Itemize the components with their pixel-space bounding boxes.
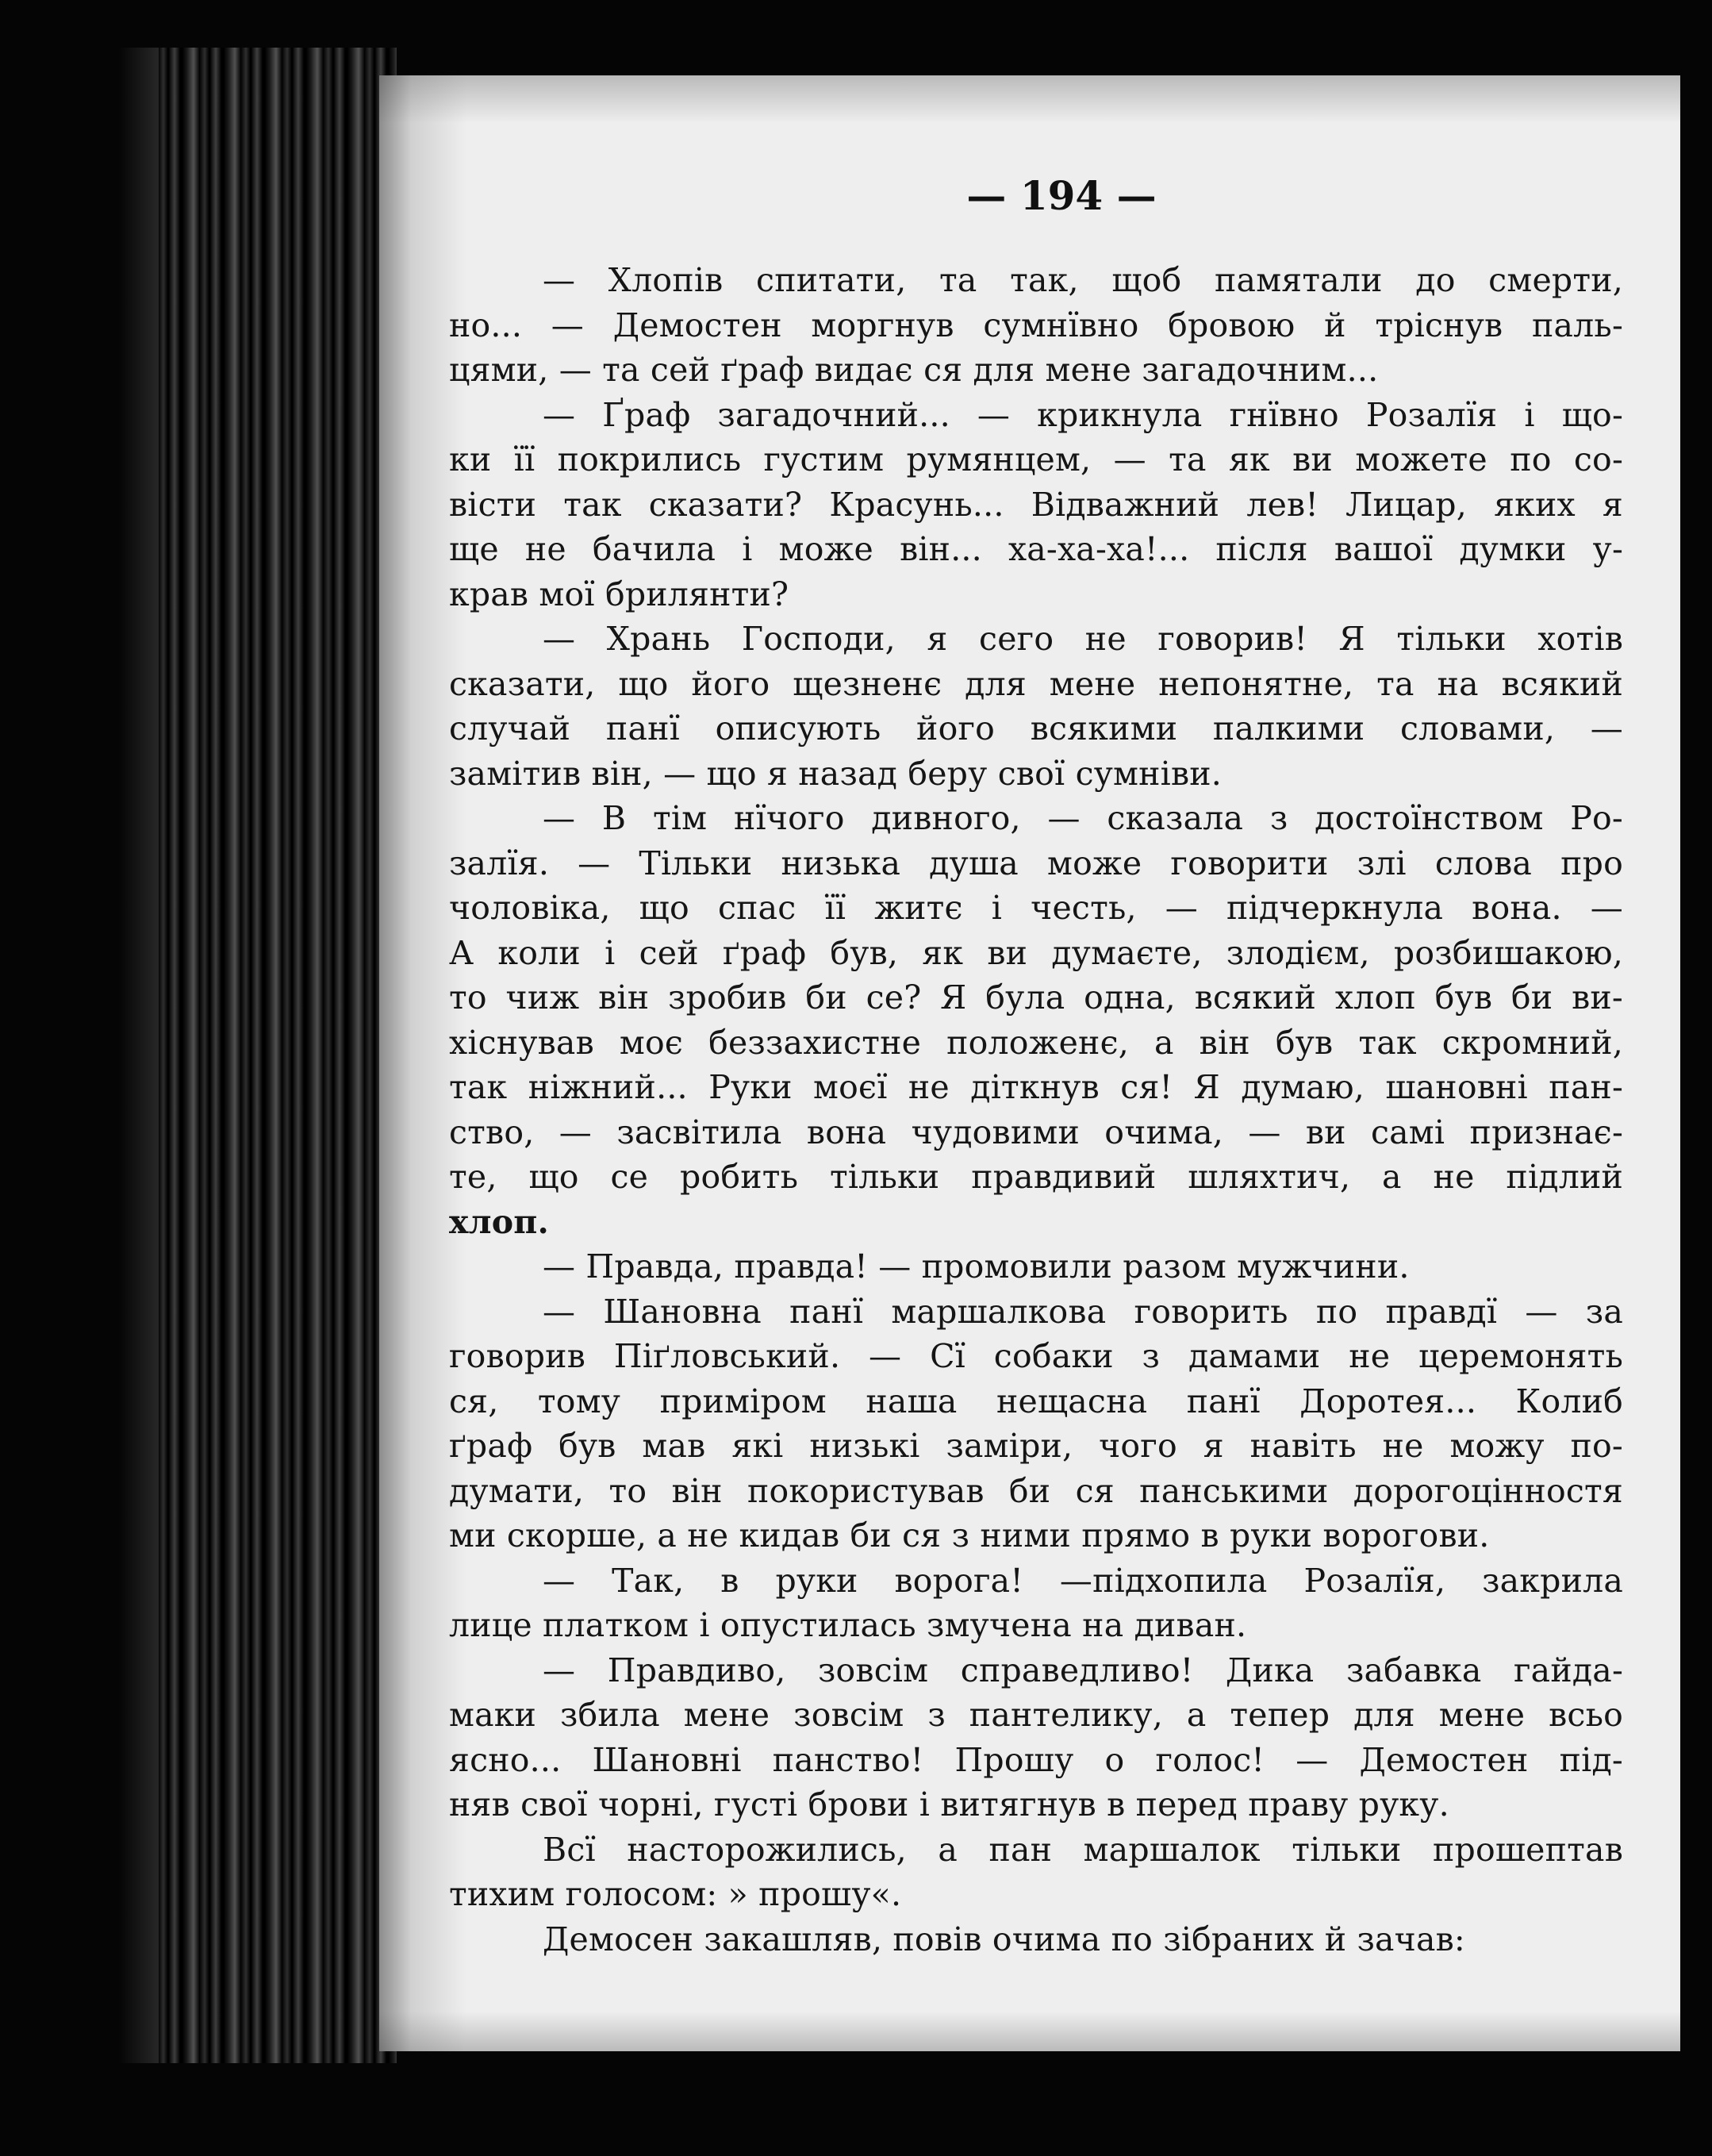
text-line: чоловіка, що спас її житє і честь, — підчеркнула вона. — bbox=[449, 889, 1623, 927]
text-line: — Правдиво, зовсім справедливо! Дика забавка гайда- bbox=[543, 1651, 1623, 1689]
text-line: ясно... Шановні панство! Прошу о голос! — Демостен під- bbox=[449, 1740, 1623, 1779]
book-page-edges bbox=[159, 48, 397, 2063]
text-line: хлоп. bbox=[449, 1202, 549, 1241]
text-line: крав мої брилянти? bbox=[449, 575, 789, 613]
text-line: цями, — та сей ґраф видає ся для мене загадочним... bbox=[449, 351, 1379, 389]
text-line: тихим голосом: » прошу«. bbox=[449, 1875, 902, 1913]
text-line: говорив Піґловський. — Сї собаки з дамами не церемонять bbox=[449, 1337, 1623, 1375]
text-line: — Шановна панї маршалкова говорить по правдї — за bbox=[543, 1292, 1623, 1331]
text-line: ми скорше, а не кидав би ся з ними прямо в руки ворогови. bbox=[449, 1516, 1490, 1555]
text-line: замітив він, — що я назад беру свої сумніви. bbox=[449, 754, 1223, 793]
text-line: А коли і сей ґраф був, як ви думаєте, злодієм, розбишакою, bbox=[449, 933, 1623, 972]
text-line: — Ґраф загадочний... — крикнула гнївно Розалїя і що- bbox=[543, 395, 1623, 434]
text-line: — В тім нїчого дивного, — сказала з достоїнством Ро- bbox=[543, 799, 1623, 837]
text-line: случай панї описують його всякими палкими словами, — bbox=[449, 709, 1623, 747]
text-line: но... — Демостен моргнув сумнївно бровою й тріснув паль- bbox=[449, 306, 1623, 344]
text-line: так ніжний... Руки моєї не діткнув ся! Я думаю, шановні пан- bbox=[449, 1068, 1623, 1106]
text-line: сказати, що його щезненє для мене непонятне, та на всякий bbox=[449, 664, 1623, 703]
text-line: — Хлопів спитати, та так, щоб памятали до смерти, bbox=[543, 261, 1623, 299]
text-line: маки збила мене зовсім з пантелику, а тепер для мене всьо bbox=[449, 1696, 1623, 1734]
text-line: то чиж він зробив би се? Я була одна, всякий хлоп був би ви- bbox=[449, 978, 1623, 1017]
text-line: лице платком і опустилась змучена на диван. bbox=[449, 1606, 1247, 1644]
text-line: залїя. — Тільки низька душа може говорити злі слова про bbox=[449, 844, 1623, 882]
text-line: ки її покрились густим румянцем, — та як ви можете по со- bbox=[449, 440, 1623, 478]
text-line: Всї насторожились, а пан маршалок тільки прошептав bbox=[543, 1830, 1623, 1869]
body-text bbox=[449, 258, 1623, 1962]
text-line: ще не бачила і може він... ха-ха-ха!... після вашої думки у- bbox=[449, 530, 1623, 568]
text-line: те, що се робить тільки правдивий шляхтич, а не підлий bbox=[449, 1158, 1623, 1196]
text-line: — Так, в руки ворога! —підхопила Розалїя, закрила bbox=[543, 1561, 1623, 1600]
page-number: — 194 — bbox=[966, 172, 1157, 219]
text-line: ґраф був мав які низькі заміри, чого я навіть не можу по- bbox=[449, 1427, 1623, 1465]
text-line: — Хрань Господи, я сего не говорив! Я тільки хотів bbox=[543, 620, 1623, 658]
text-line: ся, тому приміром наша нещасна панї Доротея... Колиб bbox=[449, 1382, 1623, 1420]
text-line: хіснував моє беззахистне положенє, а він був так скромний, bbox=[449, 1023, 1623, 1062]
page bbox=[379, 75, 1680, 2051]
text-line: Демосен закашляв, повів очима по зібраних й зачав: bbox=[543, 1920, 1465, 1958]
text-line: думати, то він покористував би ся панськими дорогоцінностя bbox=[449, 1471, 1623, 1510]
text-line: вісти так сказати? Красунь... Відважний лев! Лицар, яких я bbox=[449, 485, 1623, 524]
text-line: — Правда, правда! — промовили разом мужчини. bbox=[543, 1247, 1410, 1286]
text-line: ство, — засвітила вона чудовими очима, — ви самі признає- bbox=[449, 1113, 1623, 1151]
text-line: няв свої чорні, густі брови і витягнув в перед праву руку. bbox=[449, 1785, 1449, 1824]
